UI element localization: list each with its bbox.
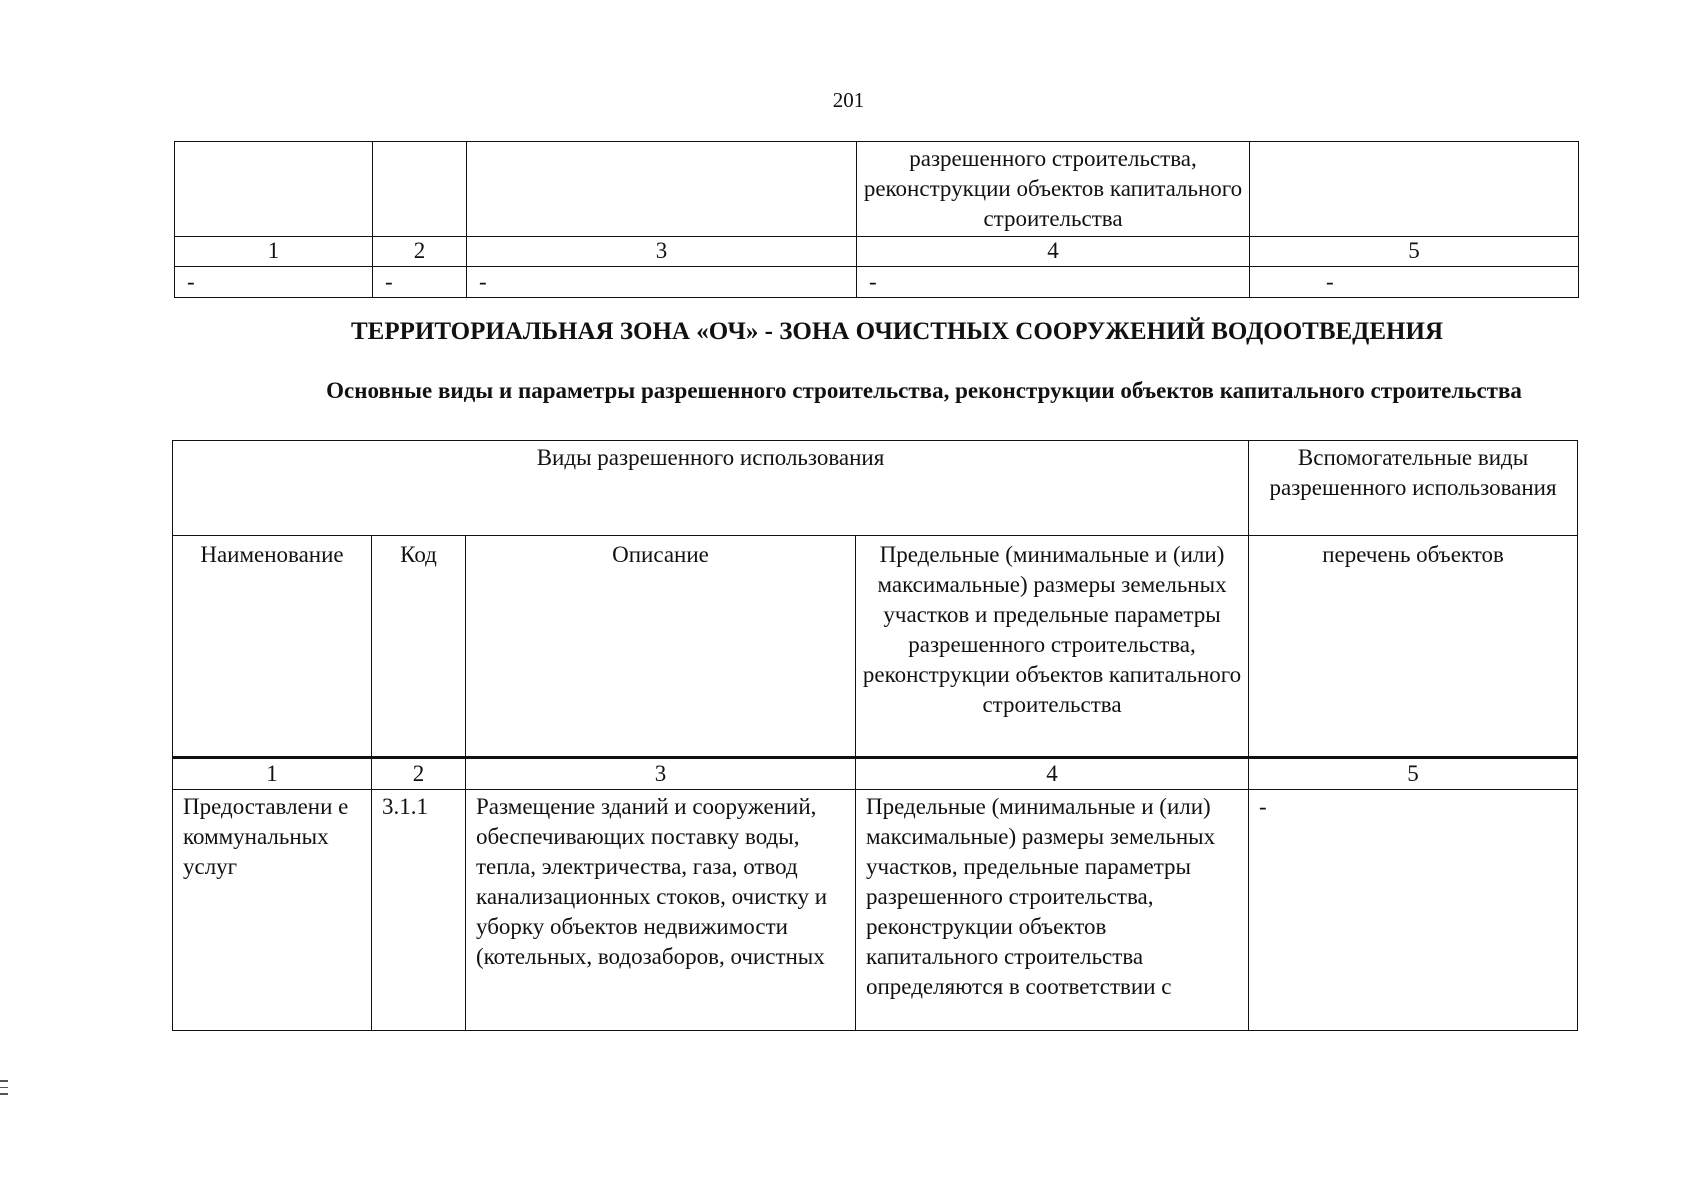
continued-table bbox=[174, 141, 1579, 298]
table-row bbox=[175, 142, 1579, 237]
group-header-cell: Виды разрешенного использования bbox=[173, 441, 1249, 536]
column-header-code: Код bbox=[372, 536, 466, 758]
scan-margin-mark bbox=[0, 1080, 8, 1100]
table-header-row bbox=[173, 536, 1578, 758]
column-number: 4 bbox=[857, 237, 1250, 267]
table-header-row bbox=[173, 441, 1578, 536]
column-number: 1 bbox=[173, 758, 372, 790]
column-number-row bbox=[173, 758, 1578, 790]
empty-value-cell: - bbox=[373, 267, 467, 298]
column-number: 2 bbox=[372, 758, 466, 790]
column-number-row bbox=[175, 237, 1579, 267]
column-number: 5 bbox=[1250, 237, 1579, 267]
empty-value-cell: - bbox=[857, 267, 1250, 298]
use-code-cell: 3.1.1 bbox=[372, 790, 466, 1031]
column-number: 5 bbox=[1249, 758, 1578, 790]
column-header-description: Описание bbox=[466, 536, 856, 758]
section-title: Основные виды и параметры разрешенного строительства, реконструкции объектов капитального строительства bbox=[326, 378, 1522, 403]
page-number: 201 bbox=[832, 88, 865, 112]
use-limits-cell: Предельные (минимальные и (или) максимальные) размеры земельных участков, предельные параметры разрешенного строительства, реконструкции объектов капитального строительства определяются в соответствии с bbox=[856, 790, 1249, 1031]
column-number: 4 bbox=[856, 758, 1249, 790]
table-row bbox=[175, 267, 1579, 298]
table-cell bbox=[175, 142, 373, 237]
permitted-use-table bbox=[172, 440, 1578, 1031]
column-number: 3 bbox=[466, 758, 856, 790]
empty-value-cell: - bbox=[467, 267, 857, 298]
table-row bbox=[173, 790, 1578, 1031]
table-cell bbox=[467, 142, 857, 237]
use-description-cell: Размещение зданий и сооружений, обеспечивающих поставку воды, тепла, электричества, газа, отвод канализационных стоков, очистку и уборку объектов недвижимости (котельных, водозаборов, очистных bbox=[466, 790, 856, 1031]
column-header-limits: Предельные (минимальные и (или) максимальные) размеры земельных участков и предельные параметры разрешенного строительства, реконструкции объектов капитального строительства bbox=[856, 536, 1249, 758]
table-cell bbox=[373, 142, 467, 237]
use-name-cell: Предоставлени е коммунальных услуг bbox=[173, 790, 372, 1031]
aux-objects-cell: - bbox=[1249, 790, 1578, 1031]
zone-title: ТЕРРИТОРИАЛЬНАЯ ЗОНА «ОЧ» - ЗОНА ОЧИСТНЫХ СООРУЖЕНИЙ ВОДООТВЕДЕНИЯ bbox=[350, 318, 1444, 345]
empty-value-cell: - bbox=[1250, 267, 1579, 298]
column-header-name: Наименование bbox=[173, 536, 372, 758]
table-cell bbox=[1250, 142, 1579, 237]
aux-header-cell: Вспомогательные виды разрешенного использования bbox=[1249, 441, 1578, 536]
column-number: 1 bbox=[175, 237, 373, 267]
empty-value-cell: - bbox=[175, 267, 373, 298]
column-number: 2 bbox=[373, 237, 467, 267]
header-continuation-cell: разрешенного строительства, реконструкции объектов капитального строительства bbox=[857, 142, 1250, 237]
column-number: 3 bbox=[467, 237, 857, 267]
column-header-objects: перечень объектов bbox=[1249, 536, 1578, 758]
